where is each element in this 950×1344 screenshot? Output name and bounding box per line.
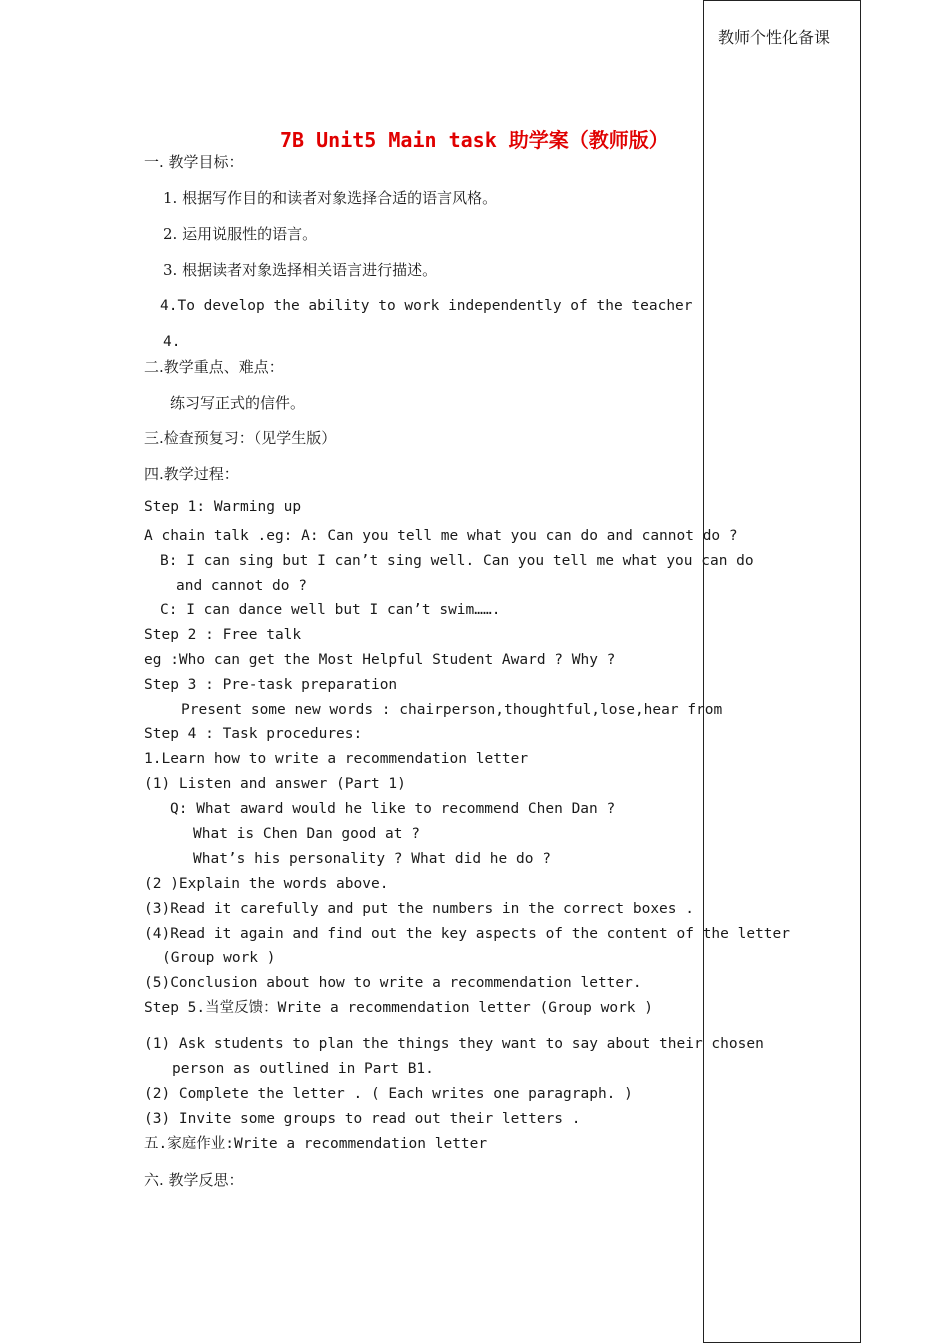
text-line: 4.To develop the ability to work independently of the teacher xyxy=(160,298,693,314)
text-line: (2) Complete the letter . ( Each writes one paragraph. ) xyxy=(144,1086,633,1102)
text-line: (1) Ask students to plan the things they want to say about their chosen xyxy=(144,1036,764,1052)
text-line: (3)Read it carefully and put the numbers in the correct boxes . xyxy=(144,901,694,917)
text-line: B: I can sing but I can’t sing well. Can you tell me what you can do xyxy=(160,553,754,569)
text-line: Step 3 : Pre-task preparation xyxy=(144,677,398,693)
text-line: (4)Read it again and find out the key aspects of the content of the letter xyxy=(144,926,791,942)
text-line: 五.家庭作业:Write a recommendation letter xyxy=(144,1136,488,1152)
text-line: 六. 教学反思： xyxy=(144,1171,244,1189)
text-line: Step 4 : Task procedures: xyxy=(144,726,363,742)
text-line: and cannot do ? xyxy=(176,578,307,594)
text-line: Step 1: Warming up xyxy=(144,499,302,515)
text-line: 1.Learn how to write a recommendation letter xyxy=(144,751,529,767)
text-line: 2. 运用说服性的语言。 xyxy=(163,225,318,243)
teacher-notes-column xyxy=(703,0,861,1343)
text-line: 四.教学过程： xyxy=(144,465,239,483)
text-line: What is Chen Dan good at ? xyxy=(193,826,420,842)
text-line: Step 5.当堂反馈：Write a recommendation letter (Group work ) xyxy=(144,1000,653,1016)
text-line: eg :Who can get the Most Helpful Student Award ? Why ? xyxy=(144,652,616,668)
text-line: Q: What award would he like to recommend Chen Dan ? xyxy=(170,801,616,817)
text-line: 3. 根据读者对象选择相关语言进行描述。 xyxy=(163,261,438,279)
text-line: C: I can dance well but I can’t swim……. xyxy=(160,602,501,618)
text-line: 练习写正式的信件。 xyxy=(170,394,306,412)
text-line: person as outlined in Part B1. xyxy=(172,1061,434,1077)
text-line: What’s his personality ? What did he do ? xyxy=(193,851,551,867)
text-line: (Group work ) xyxy=(162,950,276,966)
text-line: 一. 教学目标： xyxy=(144,153,244,171)
text-line: A chain talk .eg: A: Can you tell me what you can do and cannot do ? xyxy=(144,528,738,544)
text-line: (1) Listen and answer (Part 1) xyxy=(144,776,406,792)
text-line: 1. 根据写作目的和读者对象选择合适的语言风格。 xyxy=(163,189,498,207)
text-line: (2 )Explain the words above. xyxy=(144,876,389,892)
text-line: (3) Invite some groups to read out their letters . xyxy=(144,1111,581,1127)
text-line: 4. xyxy=(163,334,181,350)
document-title: 7B Unit5 Main task 助学案（教师版） xyxy=(280,128,669,152)
side-column-title: 教师个性化备课 xyxy=(718,28,831,47)
text-line: Step 2 : Free talk xyxy=(144,627,302,643)
text-line: Present some new words : chairperson,thoughtful,lose,hear from xyxy=(181,702,723,718)
text-line: (5)Conclusion about how to write a recommendation letter. xyxy=(144,975,642,991)
text-line: 二.教学重点、难点： xyxy=(144,358,284,376)
text-line: 三.检查预复习：（见学生版） xyxy=(144,429,337,447)
